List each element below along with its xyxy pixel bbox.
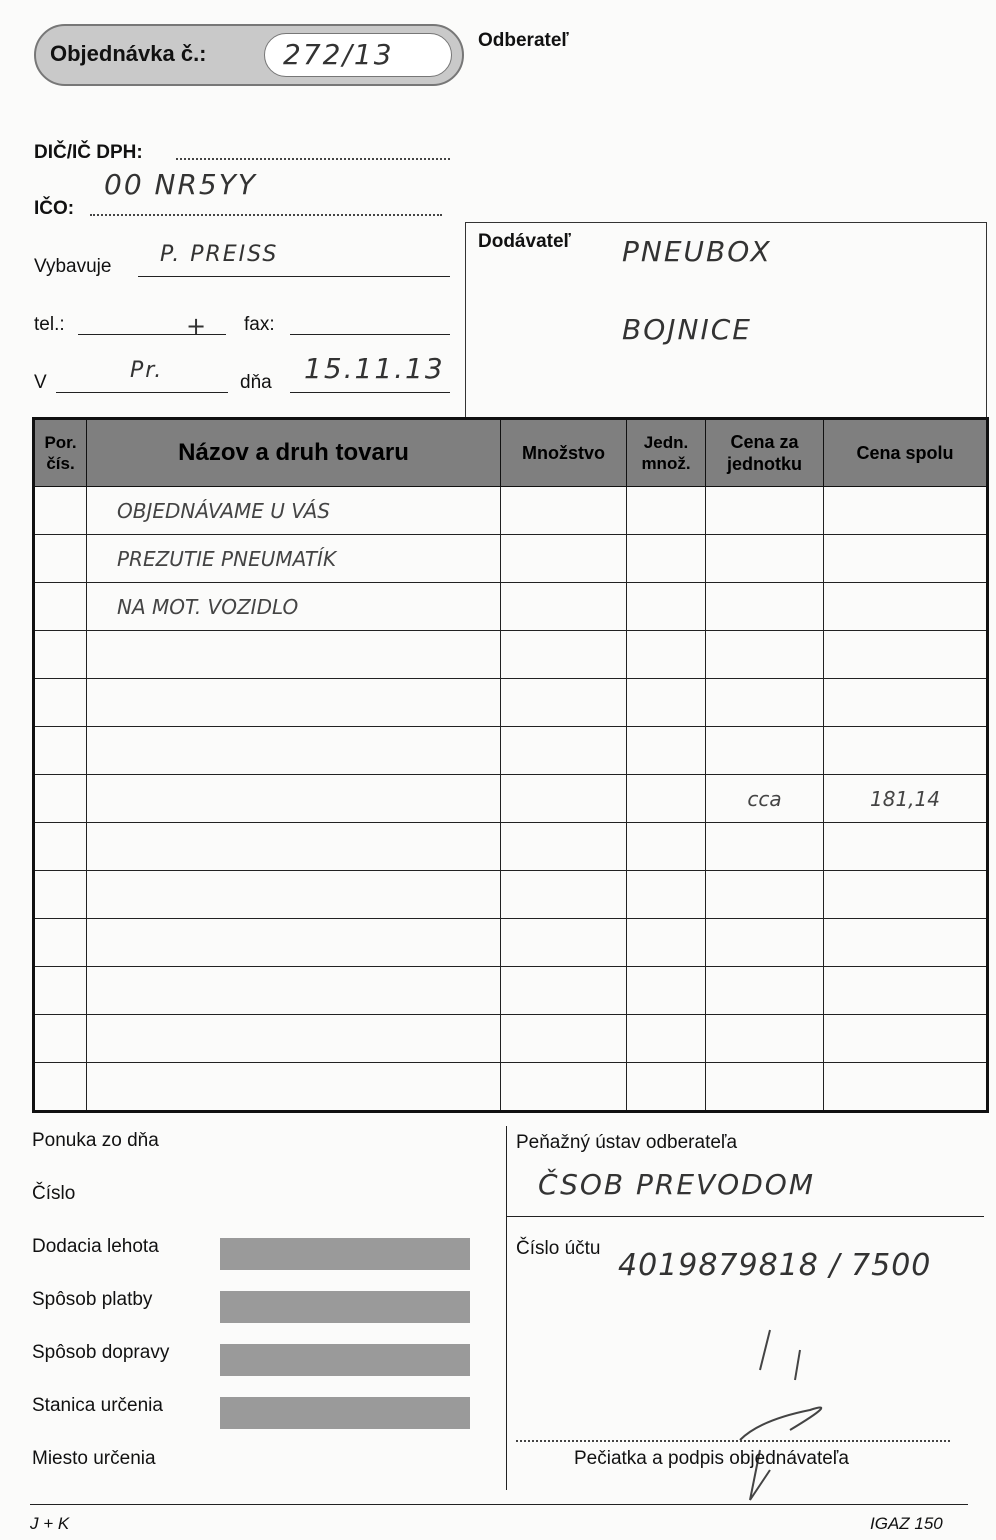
table-row bbox=[34, 727, 988, 775]
cell-total-price[interactable] bbox=[824, 535, 988, 583]
bank-value: ČSOB PREVODOM bbox=[538, 1168, 815, 1201]
cell-quantity[interactable] bbox=[501, 535, 627, 583]
cell-unit-price[interactable] bbox=[706, 1015, 824, 1063]
transport-method-label: Spôsob dopravy bbox=[32, 1342, 170, 1363]
handled-by-label: Vybavuje bbox=[34, 256, 112, 277]
bank-label: Peňažný ústav odberateľa bbox=[516, 1132, 738, 1153]
cell-unit[interactable] bbox=[627, 775, 706, 823]
bank-divider bbox=[506, 1216, 984, 1217]
cell-quantity[interactable] bbox=[501, 679, 627, 727]
date-label: dňa bbox=[240, 372, 272, 393]
column-header-unit: Jedn. množ. bbox=[627, 419, 706, 487]
table-row bbox=[34, 487, 988, 535]
payment-method-field[interactable] bbox=[220, 1291, 470, 1323]
cell-item-name[interactable] bbox=[87, 823, 501, 871]
cell-quantity[interactable] bbox=[501, 871, 627, 919]
cell-number[interactable] bbox=[34, 1015, 87, 1063]
table-row bbox=[34, 967, 988, 1015]
cell-unit-price[interactable] bbox=[706, 1063, 824, 1112]
cell-total-price[interactable]: 181,14 bbox=[824, 775, 988, 823]
signature-label: Pečiatka a podpis objednávateľa bbox=[574, 1448, 849, 1469]
cell-unit[interactable] bbox=[627, 1063, 706, 1112]
table-header-row bbox=[34, 419, 988, 487]
tel-label: tel.: bbox=[34, 314, 65, 335]
payment-method-label: Spôsob platby bbox=[32, 1289, 153, 1310]
supplier-label: Dodávateľ bbox=[478, 231, 571, 252]
table-row bbox=[34, 679, 988, 727]
cell-quantity[interactable] bbox=[501, 1015, 627, 1063]
cell-unit-price[interactable]: cca bbox=[706, 775, 824, 823]
cell-unit-price[interactable] bbox=[706, 487, 824, 535]
delivery-term-field[interactable] bbox=[220, 1238, 470, 1270]
cell-unit[interactable] bbox=[627, 487, 706, 535]
cell-unit[interactable] bbox=[627, 727, 706, 775]
cell-item-name[interactable]: PREZUTIE PNEUMATÍK bbox=[87, 535, 501, 583]
ico-value: 00 NR5YY bbox=[104, 168, 257, 201]
cell-number[interactable] bbox=[34, 1063, 87, 1112]
supplier-city: BOJNICE bbox=[622, 313, 752, 346]
fax-field[interactable] bbox=[290, 334, 450, 335]
offer-number-label: Číslo bbox=[32, 1183, 76, 1204]
dic-label: DIČ/IČ DPH: bbox=[34, 142, 143, 163]
supplier-box bbox=[465, 222, 987, 418]
cell-unit[interactable] bbox=[627, 679, 706, 727]
handled-by-field[interactable] bbox=[138, 276, 450, 277]
cell-number[interactable] bbox=[34, 919, 87, 967]
cell-unit[interactable] bbox=[627, 583, 706, 631]
signature bbox=[700, 1300, 880, 1520]
column-header-unit-price: Cena za jednotku bbox=[706, 419, 824, 487]
cell-number[interactable] bbox=[34, 487, 87, 535]
publisher-mark: J + K bbox=[30, 1514, 70, 1533]
cell-item-name[interactable] bbox=[87, 1015, 501, 1063]
cell-item-name[interactable] bbox=[87, 919, 501, 967]
cell-total-price[interactable] bbox=[824, 679, 988, 727]
customer-label: Odberateľ bbox=[478, 30, 569, 51]
cell-unit-price[interactable] bbox=[706, 631, 824, 679]
delivery-term-label: Dodacia lehota bbox=[32, 1236, 159, 1257]
cell-number[interactable] bbox=[34, 967, 87, 1015]
cell-total-price[interactable] bbox=[824, 967, 988, 1015]
cell-unit-price[interactable] bbox=[706, 727, 824, 775]
cell-unit-price[interactable] bbox=[706, 535, 824, 583]
account-number-label: Číslo účtu bbox=[516, 1238, 601, 1259]
table-row bbox=[34, 535, 988, 583]
cell-unit[interactable] bbox=[627, 631, 706, 679]
order-number-value: 272/13 bbox=[283, 38, 394, 71]
cell-quantity[interactable] bbox=[501, 631, 627, 679]
cell-unit[interactable] bbox=[627, 871, 706, 919]
bottom-rule bbox=[30, 1504, 968, 1505]
ico-field[interactable] bbox=[90, 214, 442, 216]
table-row bbox=[34, 823, 988, 871]
column-header-quantity: Množstvo bbox=[501, 419, 627, 487]
cell-total-price[interactable] bbox=[824, 631, 988, 679]
transport-method-field[interactable] bbox=[220, 1344, 470, 1376]
cell-item-name[interactable]: NA MOT. VOZIDLO bbox=[87, 583, 501, 631]
cell-quantity[interactable] bbox=[501, 583, 627, 631]
cell-item-name[interactable] bbox=[87, 631, 501, 679]
fax-label: fax: bbox=[244, 314, 275, 335]
cell-number[interactable] bbox=[34, 583, 87, 631]
cell-quantity[interactable] bbox=[501, 967, 627, 1015]
cell-total-price[interactable] bbox=[824, 583, 988, 631]
tel-field[interactable] bbox=[78, 334, 226, 335]
cell-item-name[interactable]: OBJEDNÁVAME U VÁS bbox=[87, 487, 501, 535]
place-value: Pr. bbox=[130, 358, 164, 383]
cell-number[interactable] bbox=[34, 679, 87, 727]
cell-item-name[interactable] bbox=[87, 871, 501, 919]
place-field[interactable] bbox=[56, 392, 228, 393]
cell-total-price[interactable] bbox=[824, 823, 988, 871]
column-header-total-price: Cena spolu bbox=[824, 419, 988, 487]
cell-unit-price[interactable] bbox=[706, 583, 824, 631]
place-label: V bbox=[34, 372, 47, 393]
cell-quantity[interactable] bbox=[501, 919, 627, 967]
cell-item-name[interactable] bbox=[87, 679, 501, 727]
cell-unit[interactable] bbox=[627, 919, 706, 967]
cell-unit[interactable] bbox=[627, 535, 706, 583]
dic-field[interactable] bbox=[176, 158, 450, 160]
cell-unit[interactable] bbox=[627, 1015, 706, 1063]
cell-number[interactable] bbox=[34, 535, 87, 583]
cell-total-price[interactable] bbox=[824, 727, 988, 775]
cell-quantity[interactable] bbox=[501, 823, 627, 871]
cell-unit-price[interactable] bbox=[706, 967, 824, 1015]
handled-by-value: P. PREISS bbox=[160, 242, 279, 267]
table-row bbox=[34, 919, 988, 967]
destination-station-field[interactable] bbox=[220, 1397, 470, 1429]
cell-number[interactable] bbox=[34, 727, 87, 775]
destination-station-label: Stanica určenia bbox=[32, 1395, 163, 1416]
table-row bbox=[34, 871, 988, 919]
table-row bbox=[34, 631, 988, 679]
date-value: 15.11.13 bbox=[304, 352, 445, 385]
cell-item-name[interactable] bbox=[87, 727, 501, 775]
account-number-value: 4019879818 / 7500 bbox=[618, 1248, 932, 1283]
table-row bbox=[34, 1015, 988, 1063]
cell-unit[interactable] bbox=[627, 823, 706, 871]
ico-label: IČO: bbox=[34, 198, 75, 219]
order-label: Objednávka č.: bbox=[50, 41, 207, 66]
cell-quantity[interactable] bbox=[501, 1063, 627, 1112]
cell-number[interactable] bbox=[34, 871, 87, 919]
cell-item-name[interactable] bbox=[87, 967, 501, 1015]
cell-total-price[interactable] bbox=[824, 487, 988, 535]
cell-quantity[interactable] bbox=[501, 727, 627, 775]
cell-unit[interactable] bbox=[627, 967, 706, 1015]
tel-value: + bbox=[186, 312, 209, 340]
table-row bbox=[34, 775, 988, 823]
order-number-field[interactable] bbox=[264, 33, 452, 77]
form-code: IGAZ 150 bbox=[870, 1514, 943, 1533]
destination-place-label: Miesto určenia bbox=[32, 1448, 156, 1469]
cell-item-name[interactable] bbox=[87, 1063, 501, 1112]
table-row bbox=[34, 1063, 988, 1112]
offer-date-label: Ponuka zo dňa bbox=[32, 1130, 159, 1151]
footer-divider bbox=[506, 1126, 507, 1490]
cell-item-name[interactable] bbox=[87, 775, 501, 823]
cell-unit-price[interactable] bbox=[706, 823, 824, 871]
cell-unit-price[interactable] bbox=[706, 871, 824, 919]
cell-quantity[interactable] bbox=[501, 775, 627, 823]
column-header-item-name: Názov a druh tovaru bbox=[87, 419, 501, 487]
table-row bbox=[34, 583, 988, 631]
cell-number[interactable] bbox=[34, 631, 87, 679]
signature-line[interactable] bbox=[516, 1440, 950, 1442]
cell-total-price[interactable] bbox=[824, 919, 988, 967]
column-header-number: Por. čís. bbox=[34, 419, 87, 487]
cell-total-price[interactable] bbox=[824, 1063, 988, 1112]
cell-number[interactable] bbox=[34, 775, 87, 823]
supplier-name: PNEUBOX bbox=[622, 235, 772, 268]
cell-unit-price[interactable] bbox=[706, 919, 824, 967]
date-field[interactable] bbox=[290, 392, 450, 393]
cell-number[interactable] bbox=[34, 823, 87, 871]
items-table bbox=[32, 417, 989, 1113]
order-number-header bbox=[34, 24, 464, 86]
cell-total-price[interactable] bbox=[824, 1015, 988, 1063]
cell-quantity[interactable] bbox=[501, 487, 627, 535]
cell-unit-price[interactable] bbox=[706, 679, 824, 727]
cell-total-price[interactable] bbox=[824, 871, 988, 919]
